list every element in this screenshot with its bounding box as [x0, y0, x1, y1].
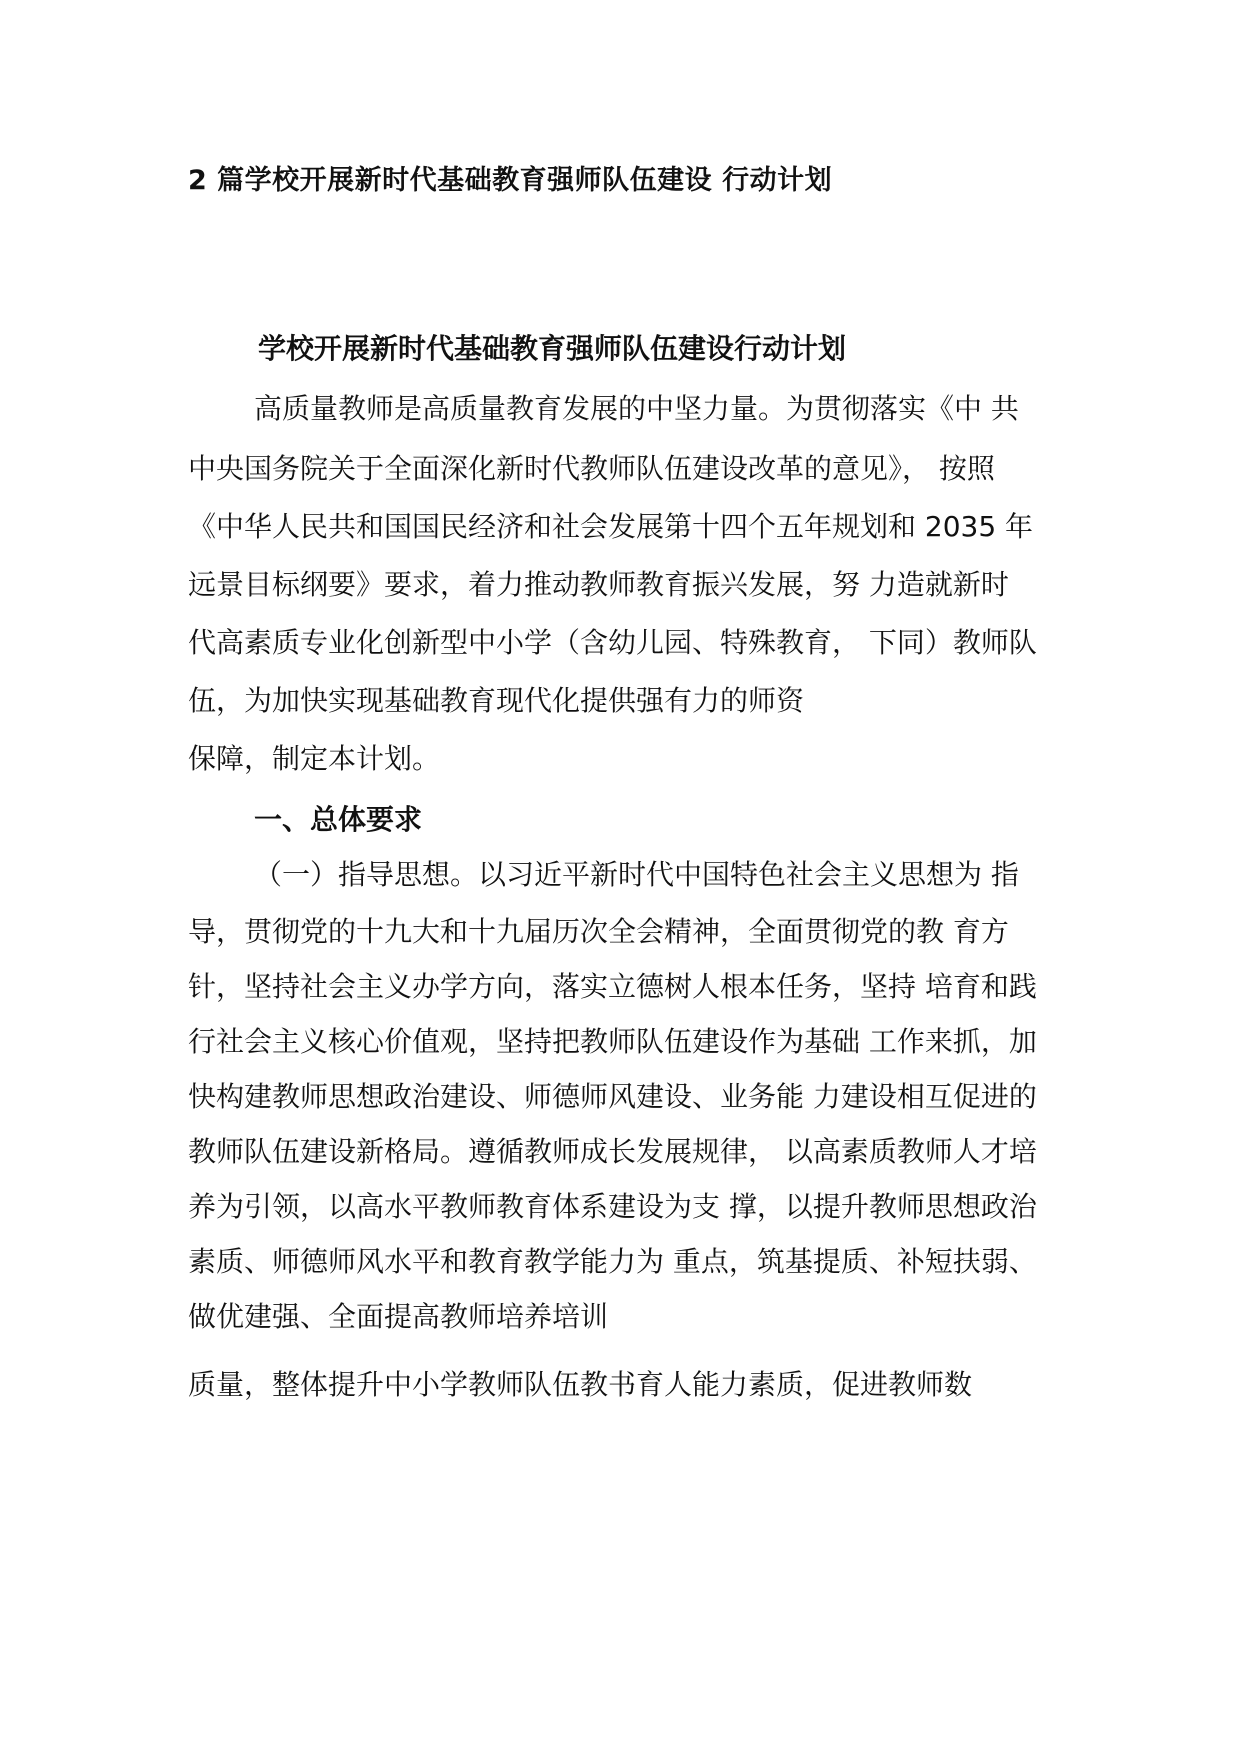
paragraph-line: 做优建强、全面提高教师培养培训 [188, 1300, 609, 1333]
paragraph-line: 高质量教师是高质量教育发展的中坚力量。为贯彻落实《中 共 [254, 392, 1019, 425]
paragraph-line: 行社会主义核心价值观，坚持把教师队伍建设作为基础 工作来抓，加 [188, 1025, 1037, 1058]
plan-title: 学校开展新时代基础教育强师队伍建设行动计划 [258, 332, 847, 365]
paragraph-line: 养为引领，以高水平教师教育体系建设为支 撑，以提升教师思想政治 [188, 1190, 1037, 1223]
paragraph-line: 保障，制定本计划。 [188, 742, 441, 775]
paragraph-line: 素质、师德师风水平和教育教学能力为 重点，筑基提质、补短扶弱、 [188, 1245, 1037, 1278]
paragraph-line: （一）指导思想。以习近平新时代中国特色社会主义思想为 指 [254, 858, 1019, 891]
paragraph-line: 针，坚持社会主义办学方向，落实立德树人根本任务，坚持 培育和践 [188, 970, 1037, 1003]
paragraph-line: 远景目标纲要》要求，着力推动教师教育振兴发展，努 力造就新时 [188, 568, 1009, 601]
paragraph-line: 伍，为加快实现基础教育现代化提供强有力的师资 [188, 684, 805, 717]
section-heading: 一、总体要求 [254, 803, 423, 836]
paragraph-line: 质量，整体提升中小学教师队伍教书育人能力素质，促进教师数 [188, 1368, 973, 1401]
paragraph-line: 《中华人民共和国国民经济和社会发展第十四个五年规划和 2035 年 [188, 510, 1034, 543]
paragraph-line: 快构建教师思想政治建设、师德师风建设、业务能 力建设相互促进的 [188, 1080, 1037, 1113]
paragraph-line: 中央国务院关于全面深化新时代教师队伍建设改革的意见》， 按照 [188, 452, 995, 485]
document-title: 2 篇学校开展新时代基础教育强师队伍建设 行动计划 [188, 165, 833, 196]
paragraph-line: 教师队伍建设新格局。遵循教师成长发展规律， 以高素质教师人才培 [188, 1135, 1037, 1168]
paragraph-line: 代高素质专业化创新型中小学（含幼儿园、特殊教育， 下同）教师队 [188, 626, 1037, 659]
paragraph-line: 导，贯彻党的十九大和十九届历次全会精神，全面贯彻党的教 育方 [188, 915, 1009, 948]
